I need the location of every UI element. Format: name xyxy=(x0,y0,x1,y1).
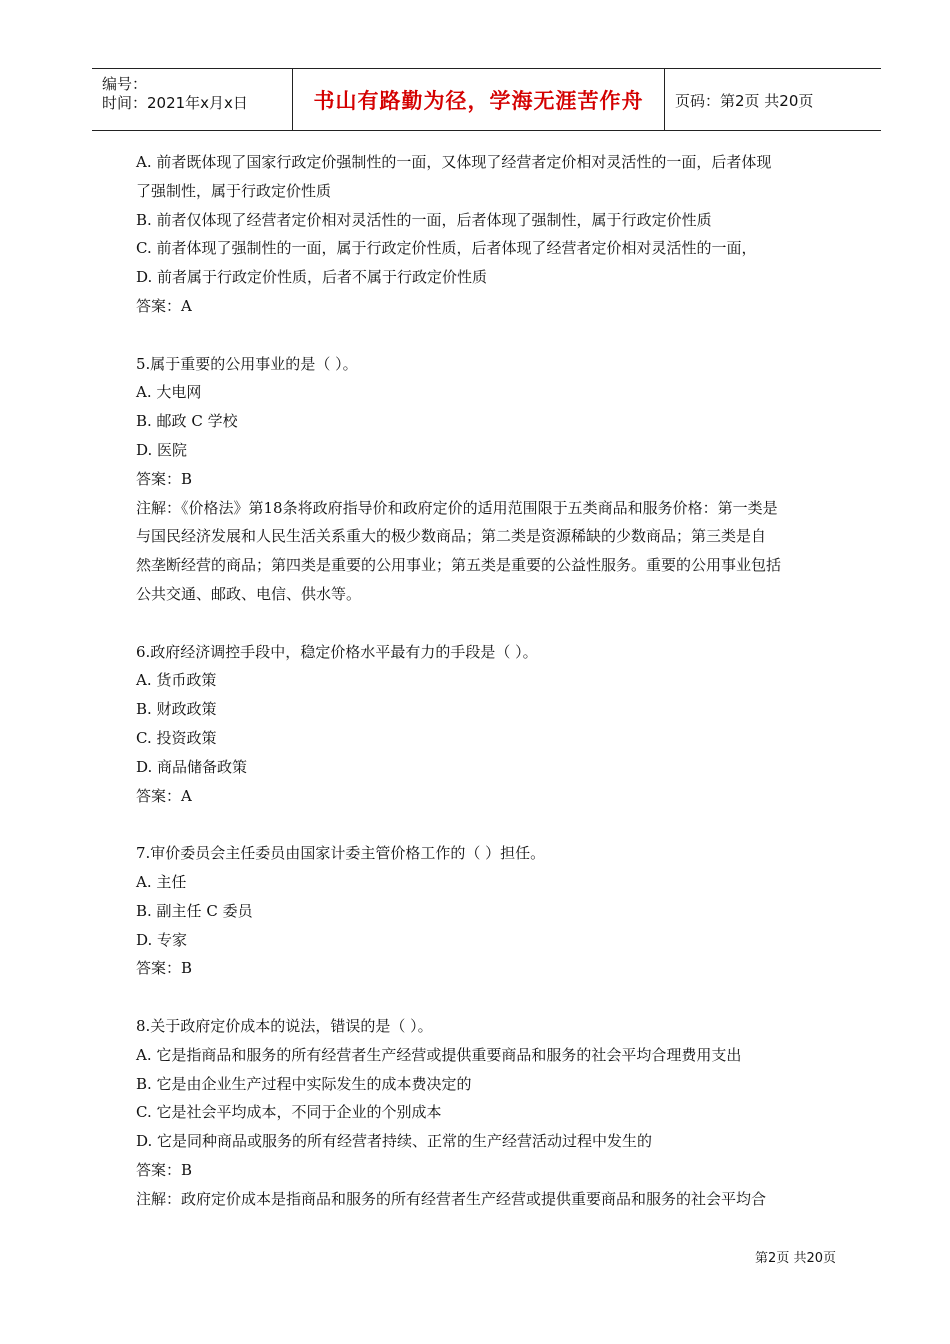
page-footer: 第2页 共20页 xyxy=(755,1251,836,1266)
text-line: 答案：B xyxy=(136,469,193,488)
time-label: 时间：2021年x月x日 xyxy=(102,94,248,112)
text-line: C. 投资政策 xyxy=(136,728,217,747)
blank-line xyxy=(136,983,844,1012)
text-line: B. 财政政策 xyxy=(136,700,217,719)
blank-line xyxy=(136,609,844,638)
text-line: 注解：政府定价成本是指商品和服务的所有经营者生产经营或提供重要商品和服务的社会平均合 xyxy=(136,1189,767,1208)
text-line: D. 医院 xyxy=(136,440,188,459)
text-line: 7.审价委员会主任委员由国家计委主管价格工作的（ ）担任。 xyxy=(136,844,546,863)
text-line: 注解：《价格法》第18条将政府指导价和政府定价的适用范围限于五类商品和服务价格：第一类是 xyxy=(136,498,778,517)
header-page-cell xyxy=(665,69,881,130)
blank-line xyxy=(136,321,844,350)
text-line: 答案：B xyxy=(136,1160,193,1179)
number-label: 编号： xyxy=(102,75,148,93)
text-line: C. 它是社会平均成本，不同于企业的个别成本 xyxy=(136,1103,442,1122)
text-line: 8.关于政府定价成本的说法，错误的是（ ）。 xyxy=(136,1016,433,1035)
text-line: 与国民经济发展和人民生活关系重大的极少数商品；第二类是资源稀缺的少数商品；第三类是自 xyxy=(136,527,767,546)
text-line: D. 前者属于行政定价性质，后者不属于行政定价性质 xyxy=(136,268,488,287)
text-line: B. 它是由企业生产过程中实际发生的成本费决定的 xyxy=(136,1074,472,1093)
text-line: A. 前者既体现了国家行政定价强制性的一面，又体现了经营者定价相对灵活性的一面，后者体现 xyxy=(136,153,772,171)
blank-line xyxy=(136,810,844,839)
text-line: D. 专家 xyxy=(136,930,188,949)
text-line: A. 大电网 xyxy=(136,383,202,402)
text-line: 答案：A xyxy=(136,296,192,315)
motto: 书山有路勤为径，学海无涯苦作舟 xyxy=(313,89,644,113)
header-motto-cell xyxy=(293,69,665,130)
text-line: B. 前者仅体现了经营者定价相对灵活性的一面，后者体现了强制性，属于行政定价性质 xyxy=(136,210,712,229)
text-line: 5.属于重要的公用事业的是（ ）。 xyxy=(136,354,358,373)
text-line: 6.政府经济调控手段中，稳定价格水平最有力的手段是（ ）。 xyxy=(136,642,538,661)
text-line: A. 它是指商品和服务的所有经营者生产经营或提供重要商品和服务的社会平均合理费用支出 xyxy=(136,1045,742,1064)
text-line: A. 主任 xyxy=(136,872,187,891)
text-line: D. 它是同种商品或服务的所有经营者持续、正常的生产经营活动过程中发生的 xyxy=(136,1132,653,1151)
text-line: 答案：B xyxy=(136,959,193,978)
header-page-label: 页码：第2页 共20页 xyxy=(675,92,814,110)
text-line: 然垄断经营的商品；第四类是重要的公用事业；第五类是重要的公益性服务。重要的公用事业包括 xyxy=(136,556,782,575)
text-line: 公共交通、邮政、电信、供水等。 xyxy=(136,584,362,603)
text-line: A. 货币政策 xyxy=(136,671,217,690)
text-line: 了强制性，属于行政定价性质 xyxy=(136,181,332,200)
text-line: B. 邮政 C 学校 xyxy=(136,412,238,431)
document-header xyxy=(92,68,881,131)
text-line: C. 前者体现了强制性的一面，属于行政定价性质，后者体现了经营者定价相对灵活性的一面， xyxy=(136,239,757,258)
text-line: D. 商品储备政策 xyxy=(136,757,248,776)
document-body xyxy=(136,148,844,1213)
text-line: B. 副主任 C 委员 xyxy=(136,901,253,920)
text-line: 答案：A xyxy=(136,786,192,805)
header-meta-cell xyxy=(92,69,293,130)
